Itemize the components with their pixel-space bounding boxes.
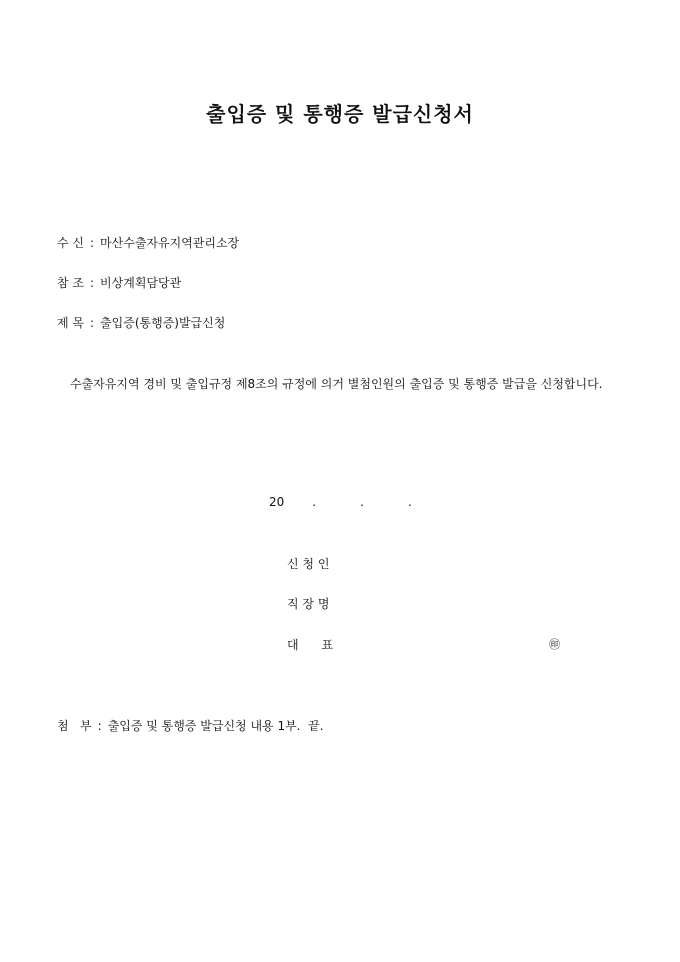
attachment-label: 첨 부 <box>57 719 92 733</box>
subject-separator: : <box>90 316 95 330</box>
subject-label: 제 목 <box>57 316 84 330</box>
recipient-label: 수 신 <box>57 236 84 250</box>
date-line <box>269 495 412 509</box>
date-dot-2: . <box>360 495 364 509</box>
reference-separator: : <box>90 276 95 290</box>
company-name-label: 직 장 명 <box>287 597 330 611</box>
date-dot-1: . <box>312 495 317 509</box>
attachment-text: 출입증 및 통행증 발급신청 내용 1부. 끝. <box>107 719 324 733</box>
attachment-separator: : <box>97 719 102 733</box>
date-dot-3: . <box>407 495 412 509</box>
representative-label: 대 표 <box>287 638 334 652</box>
reference-value: 비상계획담당관 <box>100 276 182 290</box>
attachment-line <box>57 717 324 734</box>
recipient-line <box>57 234 239 251</box>
subject-line <box>57 314 225 331</box>
reference-line <box>57 274 181 291</box>
seal-mark: ㊞ <box>549 638 560 651</box>
reference-label: 참 조 <box>57 276 84 290</box>
date-year-prefix: 20 <box>269 495 285 509</box>
document-title: 출입증 및 통행증 발급신청서 <box>206 102 474 126</box>
applicant-label: 신 청 인 <box>287 557 330 571</box>
recipient-value: 마산수출자유지역관리소장 <box>100 236 240 250</box>
body-paragraph: 수출자유지역 경비 및 출입규정 제8조의 규정에 의거 별첨인원의 출입증 및 통행증 발급을 신청합니다. <box>70 377 603 391</box>
recipient-separator: : <box>90 236 95 250</box>
subject-value: 출입증(통행증)발급신청 <box>100 316 226 330</box>
